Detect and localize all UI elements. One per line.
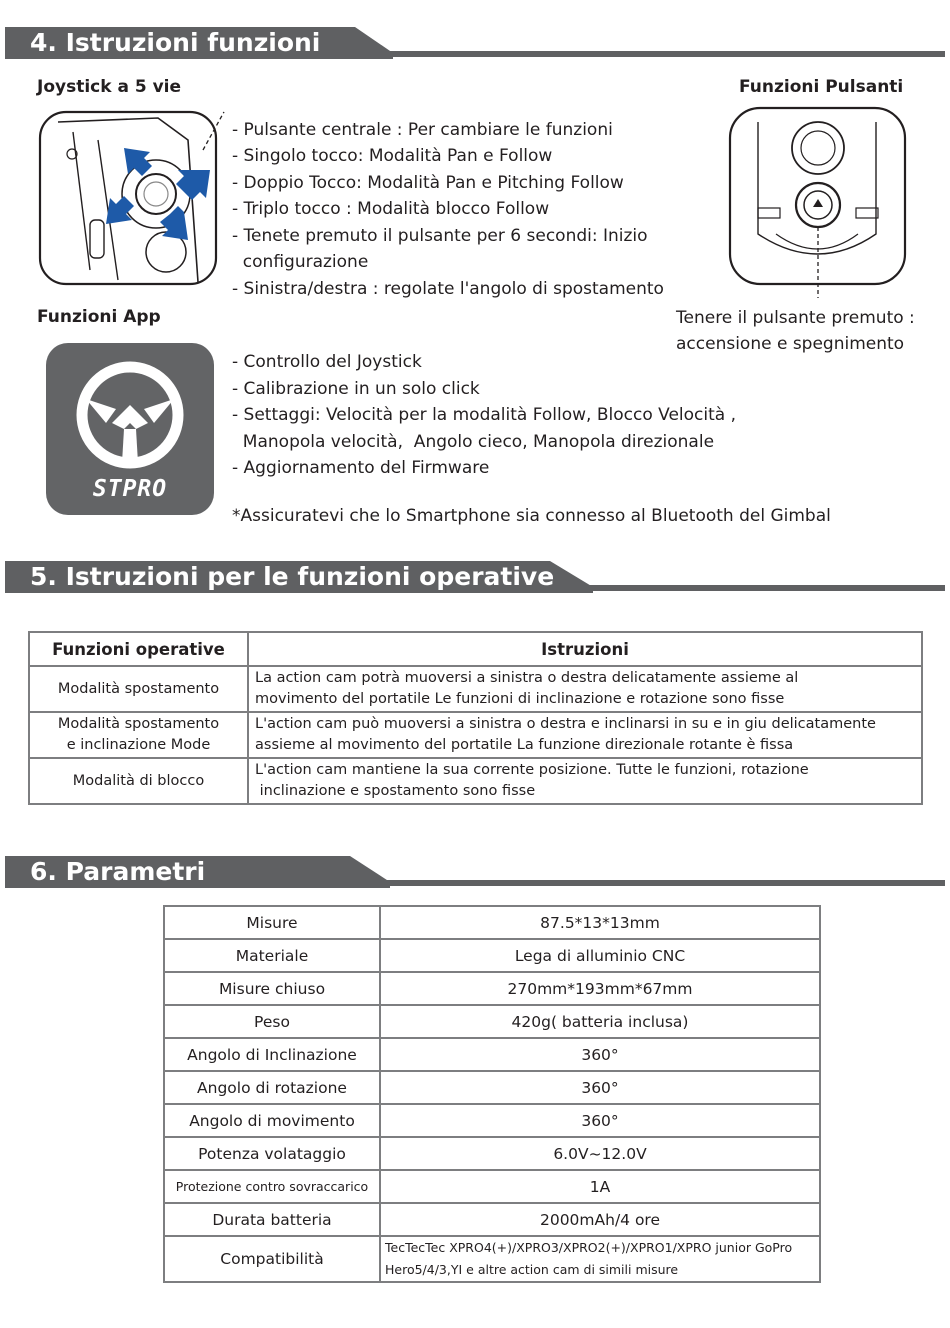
operations-header-mode: Funzioni operative	[29, 632, 248, 666]
parameters-table	[163, 905, 821, 1283]
mode-text: Modalità di blocco	[72, 772, 205, 789]
param-label: Misure chiuso	[164, 972, 380, 1005]
mode-cell	[29, 712, 248, 758]
param-label: Peso	[164, 1005, 380, 1038]
param-value: 1A	[380, 1170, 820, 1203]
table-row	[164, 1203, 820, 1236]
param-label: Durata batteria	[164, 1203, 380, 1236]
param-value: Lega di alluminio CNC	[380, 939, 820, 972]
table-row	[29, 712, 922, 758]
table-row	[29, 758, 922, 804]
app-line: Manopola velocità, Angolo cieco, Manopola direzionale	[232, 432, 715, 452]
description-line: L'action cam può muoversi a sinistra o destra e inclinarsi in su e in giu delicatamente	[255, 716, 876, 732]
param-label: Misure	[164, 906, 380, 939]
joystick-line: - Triplo tocco : Modalità blocco Follow	[232, 199, 550, 219]
app-line: - Controllo del Joystick	[232, 352, 422, 372]
table-row	[164, 906, 820, 939]
table-row	[164, 1137, 820, 1170]
table-row	[164, 1071, 820, 1104]
app-line: - Aggiornamento del Firmware	[232, 458, 490, 478]
mode-text: e inclinazione Mode	[66, 737, 211, 753]
param-value: 2000mAh/4 ore	[380, 1203, 820, 1236]
description-line: assieme al movimento del portatile La funzione direzionale rotante è fissa	[255, 737, 794, 753]
description-line: movimento del portatile Le funzioni di inclinazione e rotazione sono fisse	[255, 691, 785, 707]
table-row	[164, 1170, 820, 1203]
joystick-line: configurazione	[232, 252, 369, 272]
param-label: Materiale	[164, 939, 380, 972]
operations-table	[28, 631, 923, 805]
operations-header-instructions: Istruzioni	[248, 632, 922, 666]
joystick-line: - Tenete premuto il pulsante per 6 secondi: Inizio	[232, 226, 648, 246]
param-value	[380, 1236, 820, 1282]
mode-text: Modalità spostamento	[57, 680, 220, 697]
joystick-line: - Pulsante centrale : Per cambiare le funzioni	[232, 120, 613, 140]
param-value: 420g( batteria inclusa)	[380, 1005, 820, 1038]
section-4-title: 4. Istruzioni funzioni	[30, 28, 321, 57]
mode-cell	[29, 666, 248, 712]
joystick-heading: Joystick a 5 vie	[37, 77, 182, 97]
compat-line: TecTecTec XPRO4(+)/XPRO3/XPRO2(+)/XPRO1/XPRO junior GoPro	[385, 1240, 793, 1255]
param-label: Potenza volataggio	[164, 1137, 380, 1170]
button-note-line: accensione e spegnimento	[676, 334, 905, 354]
table-row	[164, 939, 820, 972]
bluetooth-note: *Assicuratevi che lo Smartphone sia connesso al Bluetooth del Gimbal	[232, 506, 831, 526]
param-label: Protezione contro sovraccarico	[164, 1170, 380, 1203]
buttons-heading: Funzioni Pulsanti	[739, 77, 904, 97]
table-row	[164, 972, 820, 1005]
param-value: 360°	[380, 1104, 820, 1137]
app-heading: Funzioni App	[37, 307, 161, 327]
description-line: La action cam potrà muoversi a sinistra o destra delicatamente assieme al	[255, 670, 799, 686]
table-row	[164, 1236, 820, 1282]
app-logo-text: STPRO	[92, 476, 168, 502]
compat-line: Hero5/4/3,YI e altre action cam di simili misure	[385, 1262, 679, 1277]
joystick-line: - Doppio Tocco: Modalità Pan e Pitching Follow	[232, 173, 624, 193]
description-cell	[248, 758, 922, 804]
description-line: L'action cam mantiene la sua corrente posizione. Tutte le funzioni, rotazione	[255, 762, 809, 778]
mode-cell	[29, 758, 248, 804]
description-cell	[248, 712, 922, 758]
param-value: 270mm*193mm*67mm	[380, 972, 820, 1005]
param-value: 6.0V~12.0V	[380, 1137, 820, 1170]
table-row	[164, 1104, 820, 1137]
button-note-line: Tenere il pulsante premuto :	[676, 308, 915, 328]
description-line: inclinazione e spostamento sono fisse	[255, 783, 536, 799]
joystick-line: - Singolo tocco: Modalità Pan e Follow	[232, 146, 553, 166]
param-value: 87.5*13*13mm	[380, 906, 820, 939]
section-6-title: 6. Parametri	[30, 857, 206, 886]
app-line: - Settaggi: Velocità per la modalità Follow, Blocco Velocità ,	[232, 405, 736, 425]
param-value: 360°	[380, 1071, 820, 1104]
app-line: - Calibrazione in un solo click	[232, 379, 480, 399]
joystick-line: - Sinistra/destra : regolate l'angolo di spostamento	[232, 279, 664, 299]
app-tile	[46, 343, 214, 515]
param-label: Angolo di Inclinazione	[164, 1038, 380, 1071]
param-label: Angolo di rotazione	[164, 1071, 380, 1104]
table-row	[164, 1038, 820, 1071]
buttons-illustration	[726, 104, 911, 300]
mode-text: Modalità spostamento	[57, 716, 220, 732]
param-value: 360°	[380, 1038, 820, 1071]
param-label: Compatibilità	[164, 1236, 380, 1282]
table-row	[29, 666, 922, 712]
section-5-title: 5. Istruzioni per le funzioni operative	[30, 562, 555, 591]
param-label: Angolo di movimento	[164, 1104, 380, 1137]
description-cell	[248, 666, 922, 712]
table-row	[164, 1005, 820, 1038]
joystick-illustration	[38, 110, 228, 292]
operations-header-row	[29, 632, 922, 666]
